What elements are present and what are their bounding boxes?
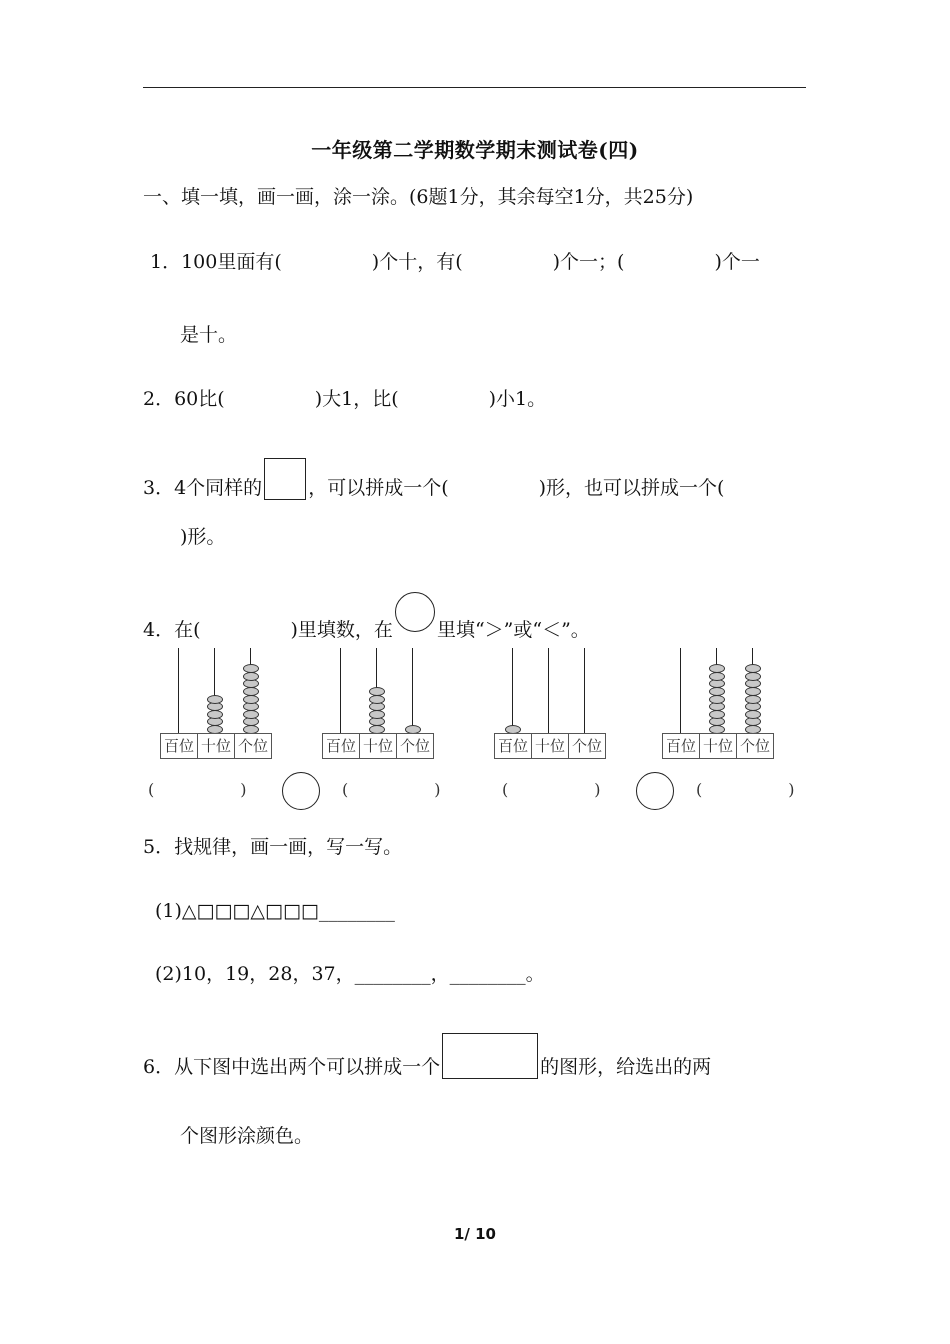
abacus-label-ones: 个位	[237, 737, 268, 755]
abacus-bead	[709, 664, 725, 673]
answer-paren-3[interactable]	[502, 780, 601, 799]
abacus-label-hundreds: 百位	[495, 734, 532, 758]
question-3	[143, 458, 724, 503]
abacus-rod-ones	[412, 648, 413, 733]
answer-paren-1[interactable]	[148, 780, 247, 799]
abacus-2	[322, 648, 434, 763]
q6-text-a: 6．从下图中选出两个可以拼成一个	[143, 1056, 441, 1078]
abacus-bead	[243, 710, 259, 719]
abacus-rod-tens	[548, 648, 549, 733]
abacus-label-tens: 十位	[198, 734, 235, 758]
abacus-bead	[243, 687, 259, 696]
paren-open: (	[696, 780, 703, 799]
page-title: 一年级第二学期数学期末测试卷(四)	[311, 138, 639, 162]
abacus-rod-hundreds	[178, 648, 179, 733]
q3-text-a: 3．4个同样的	[143, 477, 263, 499]
abacus-label-ones: 个位	[399, 737, 430, 755]
q3-text-c: )形，也可以拼成一个(	[538, 477, 725, 499]
abacus-bead	[745, 672, 761, 681]
abacus-bead	[709, 710, 725, 719]
answer-paren-2[interactable]	[342, 780, 441, 799]
q1-text-b: )个十，有(	[371, 251, 463, 273]
abacus-bead	[207, 695, 223, 704]
q6-text-b: 的图形，给选出的两	[540, 1056, 712, 1078]
abacus-place-labels	[662, 733, 774, 759]
page-number: 1/ 10	[453, 1225, 496, 1243]
q2-text-c: )小1。	[488, 388, 547, 410]
paren-open: (	[502, 780, 509, 799]
q2-text-b: )大1，比(	[314, 388, 399, 410]
abacus-bead	[709, 672, 725, 681]
abacus-bead	[243, 672, 259, 681]
abacus-place-labels	[322, 733, 434, 759]
q4-text-b: )里填数，在	[290, 619, 393, 641]
abacus-rod-hundreds	[340, 648, 341, 733]
paren-close: )	[594, 780, 601, 799]
paren-close: )	[434, 780, 441, 799]
paren-open: (	[148, 780, 155, 799]
abacus-label-ones: 个位	[571, 737, 602, 755]
square-shape-icon	[264, 458, 306, 500]
question-5: 5．找规律，画一画，写一写。	[143, 836, 403, 858]
circle-shape-icon	[395, 592, 435, 632]
rectangle-shape-icon	[442, 1033, 538, 1079]
compare-circle-2[interactable]	[636, 772, 674, 810]
q5-sub-2: (2)10，19，28，37，________，________。	[155, 963, 545, 985]
abacus-bead	[745, 710, 761, 719]
abacus-place-labels	[494, 733, 606, 759]
abacus-rod-hundreds	[512, 648, 513, 733]
abacus-label-hundreds: 百位	[161, 734, 198, 758]
q2-text-a: 2．60比(	[143, 388, 225, 410]
q1-line-2: 是十。	[180, 324, 238, 346]
q3-line-2: )形。	[180, 526, 226, 548]
q3-text-b: ，可以拼成一个(	[308, 477, 449, 499]
paren-close: )	[240, 780, 247, 799]
abacus-bead	[369, 687, 385, 696]
abacus-bead	[369, 710, 385, 719]
paren-close: )	[788, 780, 795, 799]
q4-text-a: 4．在(	[143, 619, 201, 641]
abacus-label-tens: 十位	[700, 734, 737, 758]
abacus-label-ones: 个位	[739, 737, 770, 755]
question-2	[143, 384, 546, 414]
q1-text-a: 1．100里面有(	[150, 251, 282, 273]
answer-paren-4[interactable]	[696, 780, 795, 799]
abacus-label-hundreds: 百位	[323, 734, 360, 758]
abacus-4	[662, 648, 774, 763]
q6-line-2: 个图形涂颜色。	[180, 1125, 314, 1147]
abacus-label-hundreds: 百位	[663, 734, 700, 758]
abacus-rod-ones	[584, 648, 585, 733]
question-6	[143, 1033, 711, 1082]
abacus-bead	[745, 687, 761, 696]
question-4	[143, 592, 590, 645]
abacus-bead	[207, 710, 223, 719]
header-rule	[143, 87, 806, 88]
abacus-3	[494, 648, 606, 763]
abacus-bead	[243, 664, 259, 673]
q1-text-c: )个一；(	[552, 251, 625, 273]
q1-text-d: )个一	[714, 251, 760, 273]
abacus-label-tens: 十位	[532, 734, 569, 758]
abacus-bead	[745, 664, 761, 673]
abacus-1	[160, 648, 272, 763]
abacus-rod-hundreds	[680, 648, 681, 733]
compare-circle-1[interactable]	[282, 772, 320, 810]
q5-sub-1: (1)△□□□△□□□________	[155, 900, 395, 922]
abacus-label-tens: 十位	[360, 734, 397, 758]
abacus-place-labels	[160, 733, 272, 759]
question-1	[150, 247, 760, 277]
section-heading: 一、填一填，画一画，涂一涂。(6题1分，其余每空1分，共25分)	[143, 186, 694, 208]
paren-open: (	[342, 780, 349, 799]
abacus-bead	[709, 687, 725, 696]
q4-text-c: 里填“＞”或“＜”。	[436, 619, 590, 641]
